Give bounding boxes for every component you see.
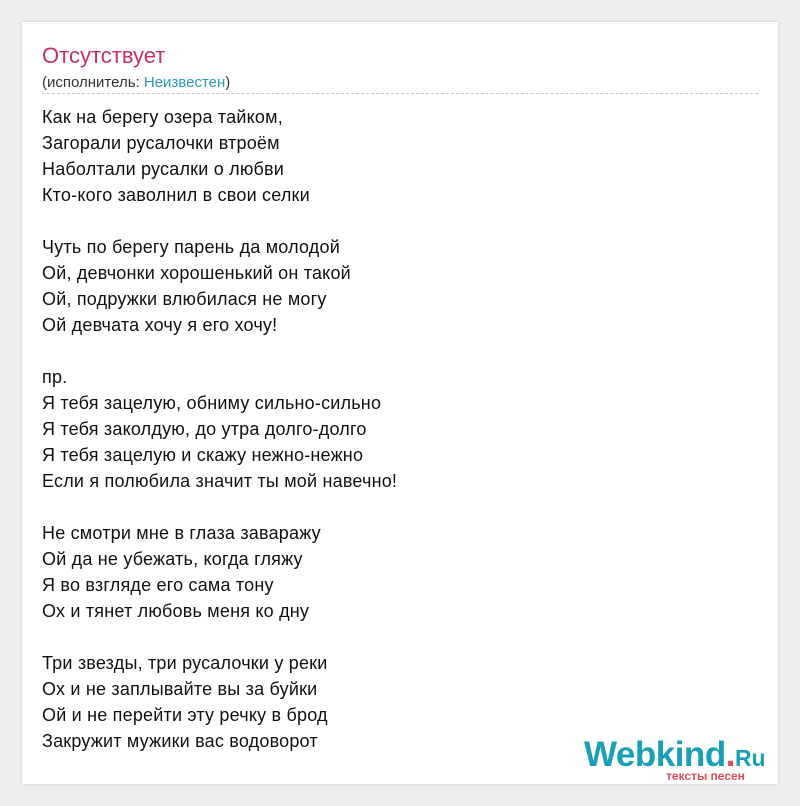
lyrics-line: Не смотри мне в глаза заваражу — [42, 523, 321, 543]
lyrics-line: Ох и тянет любовь меня ко дну — [42, 601, 310, 621]
lyrics-stanza — [42, 234, 742, 338]
logo-dot: . — [725, 735, 735, 774]
artist-prefix: (исполнитель: — [42, 74, 144, 91]
lyrics-line: Три звезды, три русалочки у реки — [42, 653, 328, 673]
site-logo[interactable] — [584, 735, 774, 783]
logo-name: Webkind — [584, 735, 726, 774]
lyrics-line: Загорали русалочки втроём — [42, 133, 280, 153]
lyrics-line: Кто-кого заволнил в свои селки — [42, 185, 310, 205]
artist-suffix: ) — [225, 74, 231, 91]
lyrics-stanza — [42, 364, 742, 494]
lyrics-line: Наболтали русалки о любви — [42, 159, 285, 179]
dashed-divider — [42, 93, 758, 94]
lyrics-line: Я тебя зацелую и скажу нежно-нежно — [42, 445, 364, 465]
lyrics-card — [22, 22, 778, 784]
lyrics-line: Как на берегу озера тайком, — [42, 107, 283, 127]
logo-tld: Ru — [734, 745, 766, 771]
lyrics-line: Ой, подружки влюбилася не могу — [42, 289, 327, 309]
lyrics-line: Я тебя заколдую, до утра долго-долго — [42, 419, 367, 439]
lyrics-line: Ой, девчонки хорошенький он такой — [42, 263, 351, 283]
lyrics-line: Ой девчата хочу я его хочу! — [42, 315, 278, 335]
logo-tagline: тексты песен — [666, 769, 745, 783]
lyrics-line: Ох и не заплывайте вы за буйки — [42, 679, 318, 699]
lyrics-line: Если я полюбила значит ты мой навечно! — [42, 471, 398, 491]
artist-line — [42, 73, 230, 93]
lyrics-line: Закружит мужики вас водоворот — [42, 731, 318, 751]
song-title: Отсутствует — [42, 43, 166, 68]
lyrics-line: Я тебя зацелую, обниму сильно-сильно — [42, 393, 382, 413]
lyrics-line: Ой и не перейти эту речку в брод — [42, 705, 328, 725]
lyrics-line: Я во взгляде его сама тону — [42, 575, 274, 595]
artist-link[interactable]: Неизвестен — [143, 74, 226, 91]
lyrics-stanza — [42, 104, 742, 208]
lyrics-stanza — [42, 520, 742, 624]
lyrics-line: пр. — [42, 367, 68, 387]
lyrics-text — [42, 104, 742, 754]
lyrics-line: Ой да не убежать, когда гляжу — [42, 549, 303, 569]
lyrics-line: Чуть по берегу парень да молодой — [42, 237, 340, 257]
